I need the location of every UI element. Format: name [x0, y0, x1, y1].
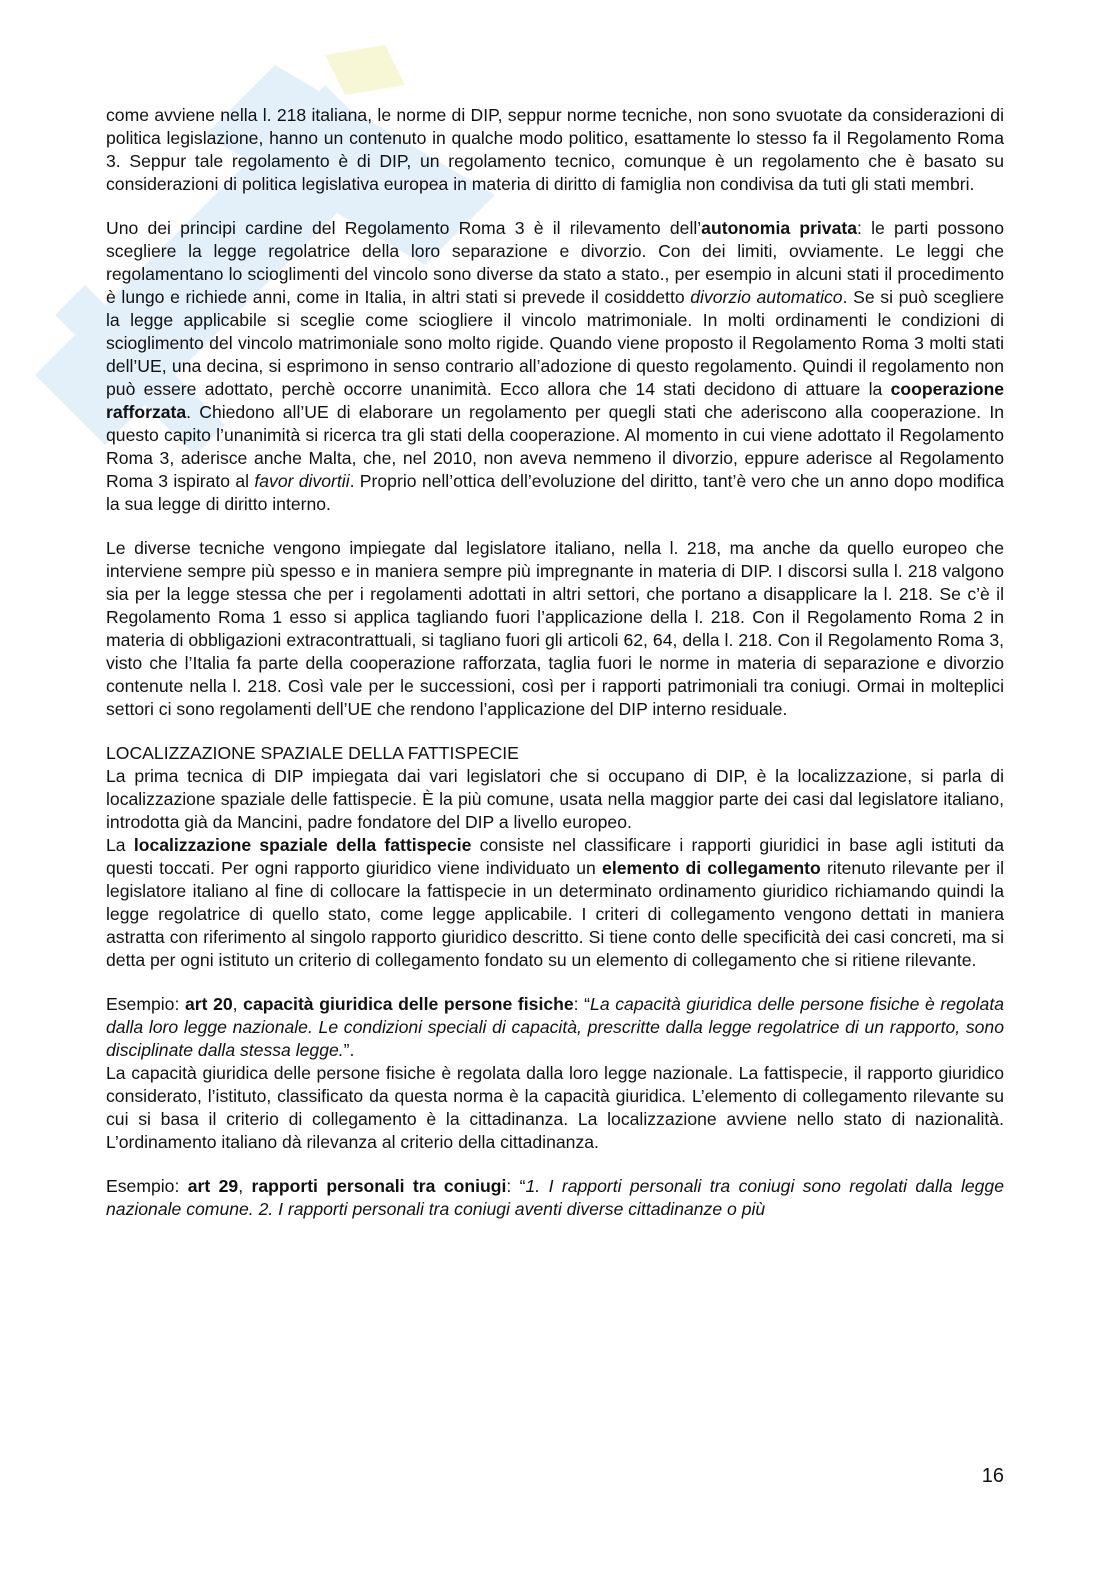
- paragraph-prima-tecnica: La prima tecnica di DIP impiegata dai vari legislatori che si occupano di DIP, è la localizzazione, si parla di localizzazione spaziale delle fattispecie. È la più comune, usata nella maggior parte dei casi dal legislatore italiano, introdotta già da Mancini, padre fondatore del DIP a livello europeo.: [106, 766, 1004, 832]
- paragraph-esempio-art29: Esempio: art 29, rapporti personali tra coniugi: “1. I rapporti personali tra coniugi sono regolati dalla legge nazionale comune. 2. I rapporti personali tra coniugi aventi diverse cittadinanze o più: [106, 1176, 1004, 1219]
- bold-term: elemento di collegamento: [602, 858, 821, 878]
- italic-term: favor divortii: [254, 471, 350, 491]
- paragraph-localizzazione: La localizzazione spaziale della fattispecie consiste nel classificare i rapporti giuridici in base agli istituti da questi toccati. Per ogni rapporto giuridico viene individuato un elemento di collegamento ritenuto rilevante per il legislatore italiano al fine di collocare la fattispecie in un determinato ordinamento giuridico richiamando quindi la legge regolatrice di quello stato, come legge applicabile. I criteri di collegamento vengono dettati in maniera astratta con riferimento al singolo rapporto giuridico descritto. Si tiene conto delle specificità dei casi concreti, ma si detta per ogni istituto un criterio di collegamento fondato su un elemento di collegamento che si ritiene rilevante.: [106, 835, 1005, 970]
- bold-term: cooperazione rafforzata: [106, 379, 1004, 422]
- paragraph-autonomia-privata: Uno dei principi cardine del Regolamento Roma 3 è il rilevamento dell’autonomia privata: le parti possono scegliere la legge regolatrice della loro separazione e divorzio. Con dei limiti, ovviamente. Le leggi che regolamentano lo scioglimenti del vincolo sono diverse da stato a stato., per esempio in alcuni stati il procedimento è lungo e richiede anni, come in Italia, in altri stati si prevede il cosiddetto divorzio automatico. Se si può scegliere la legge applicabile si sceglie come sciogliere il vincolo matrimoniale. In molti ordinamenti le condizioni di scioglimento del vincolo matrimoniale sono molto rigide. Quando viene proposto il Regolamento Roma 3 molti stati dell’UE, una decina, si esprimono in senso contrario all’adozione di questo regolamento. Quindi il regolamento non può essere adottato, perchè occorre unanimità. Ecco allora che 14 stati decidono di attuare la cooperazione rafforzata. Chiedono all’UE di elaborare un regolamento per quegli stati che aderiscono alla cooperazione. In questo capito l’unanimità si ricerca tra gli stati della cooperazione. Al momento in cui viene adottato il Regolamento Roma 3, aderisce anche Malta, che, nel 2010, non aveva nemmeno il divorzio, eppure aderisce al Regolamento Roma 3 ispirato al favor divortii. Proprio nell’ottica dell’evoluzione del diritto, tant’è vero che un anno dopo modifica la sua legge di diritto interno.: [106, 218, 1005, 514]
- section-heading: LOCALIZZAZIONE SPAZIALE DELLA FATTISPECIE: [106, 743, 519, 763]
- document-body: [106, 104, 1004, 1242]
- bold-term: localizzazione spaziale della fattispecie: [133, 835, 472, 855]
- bold-term: art 29: [187, 1176, 239, 1196]
- paragraph-intro: come avviene nella l. 218 italiana, le norme di DIP, seppur norme tecniche, non sono svuotate da considerazioni di politica legislazione, hanno un contenuto in qualche modo politico, esattamente lo stesso fa il Regolamento Roma 3. Seppur tale regolamento è di DIP, un regolamento tecnico, comunque è un regolamento che è basato su considerazioni di politica legislativa europea in materia di diritto di famiglia non condivisa da tuti gli stati membri.: [106, 105, 1004, 194]
- page-number: 16: [981, 1465, 1004, 1487]
- italic-quote: 1. I rapporti personali tra coniugi sono regolati dalla legge nazionale comune. 2. I rapporti personali tra coniugi aventi diverse cittadinanze o più: [106, 1176, 1004, 1219]
- italic-quote: La capacità giuridica delle persone fisiche è regolata dalla loro legge nazionale. Le condizioni speciali di capacità, prescritte dalla legge regolatrice di un rapporto, sono disciplinate dalla stessa legge.: [106, 994, 1004, 1060]
- bold-term: capacità giuridica delle persone fisiche: [243, 994, 574, 1014]
- bold-term: rapporti personali tra coniugi: [251, 1176, 507, 1196]
- paragraph-tecniche: Le diverse tecniche vengono impiegate dal legislatore italiano, nella l. 218, ma anche da quello europeo che interviene sempre più spesso e in maniera sempre più impregnante in materia di DIP. I discorsi sulla l. 218 valgono sia per la legge stessa che per i regolamenti adottati in altri settori, che portano a disapplicare la l. 218. Se c’è il Regolamento Roma 1 esso si applica tagliando fuori l’applicazione della l. 218. Con il Regolamento Roma 2 in materia di obbligazioni extracontrattuali, si tagliano fuori gli articoli 62, 64, della l. 218. Con il Regolamento Roma 3, visto che l’Italia fa parte della cooperazione rafforzata, taglia fuori le norme in materia di separazione e divorzio contenute nella l. 218. Così vale per le successioni, così per i rapporti patrimoniali tra coniugi. Ormai in molteplici settori ci sono regolamenti dell’UE che rendono l’applicazione del DIP interno residuale.: [106, 538, 1004, 719]
- paragraph-capacita: La capacità giuridica delle persone fisiche è regolata dalla loro legge nazionale. La fattispecie, il rapporto giuridico considerato, l’istituto, classificato da questa norma è la capacità giuridica. L’elemento di collegamento rilevante su cui si basa il criterio di collegamento è la cittadinanza. La localizzazione avviene nello stato di nazionalità. L’ordinamento italiano dà rilevanza al criterio della cittadinanza.: [106, 1063, 1004, 1152]
- bold-term: art 20: [184, 994, 233, 1014]
- italic-term: divorzio automatico: [690, 287, 843, 307]
- bold-term: autonomia privata: [701, 218, 858, 238]
- paragraph-esempio-art20: Esempio: art 20, capacità giuridica delle persone fisiche: “La capacità giuridica delle persone fisiche è regolata dalla loro legge nazionale. Le condizioni speciali di capacità, prescritte dalla legge regolatrice di un rapporto, sono disciplinate dalla stessa legge.”.: [106, 994, 1004, 1060]
